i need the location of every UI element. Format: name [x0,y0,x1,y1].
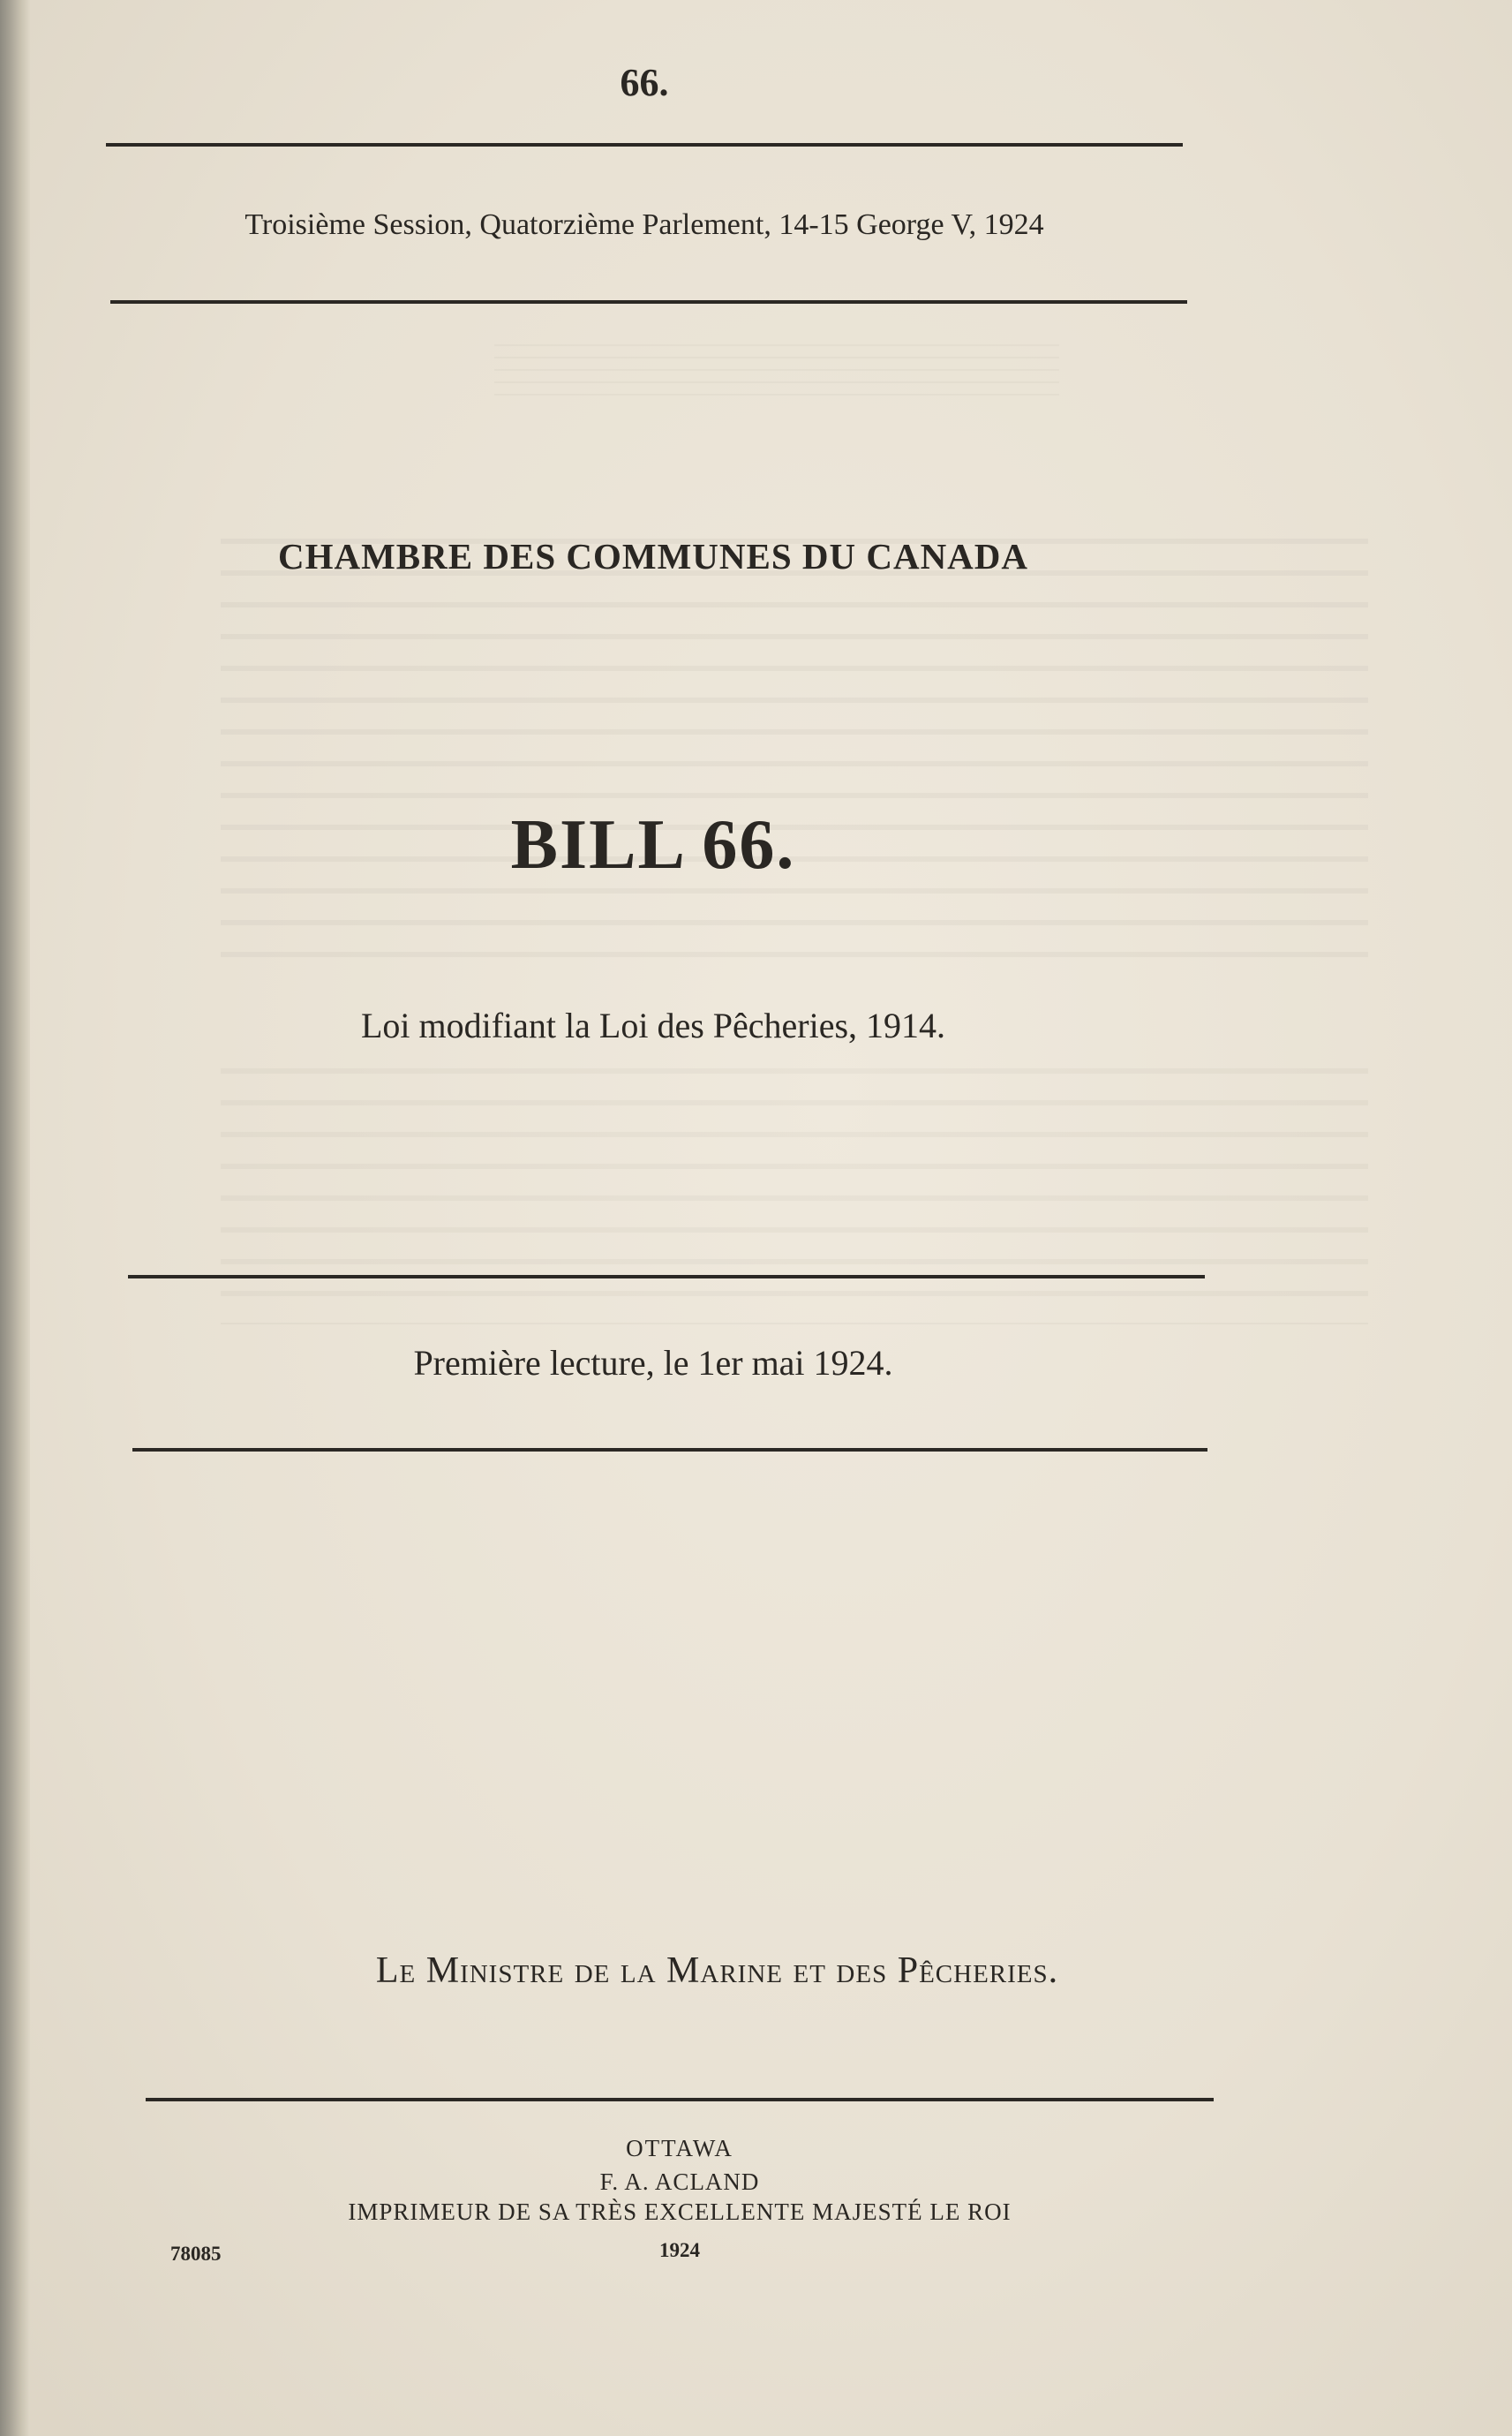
session-rule [110,300,1187,304]
act-title: Loi modifiant la Loi des Pêcheries, 1914. [360,1006,946,1045]
imprint-rule [146,2098,1214,2101]
sponsor-line: Le Ministre de la Marine et des Pêcheries. [375,1950,1059,1991]
bill-title: BILL 66. [510,806,796,884]
top-rule [106,143,1183,147]
imprint-printer: F. A. ACLAND [599,2168,760,2195]
first-reading: Première lecture, le 1er mai 1924. [413,1343,893,1383]
session-line: Troisième Session, Quatorzième Parlement, 14-15 George V, 1924 [244,208,1044,241]
print-code: 78085 [170,2243,222,2265]
mid-rule [128,1275,1205,1278]
imprint-city: OTTAWA [626,2135,733,2161]
binding-edge [0,0,30,2436]
show-through-text [106,291,1483,1616]
imprint-year: 1924 [659,2239,700,2261]
bill-number-heading: 66. [620,61,669,104]
imprint-printer-title: IMPRIMEUR DE SA TRÈS EXCELLENTE MAJESTÉ LE ROI [348,2198,1012,2225]
reading-rule [132,1448,1207,1452]
chamber-heading: CHAMBRE DES COMMUNES DU CANADA [278,536,1028,577]
